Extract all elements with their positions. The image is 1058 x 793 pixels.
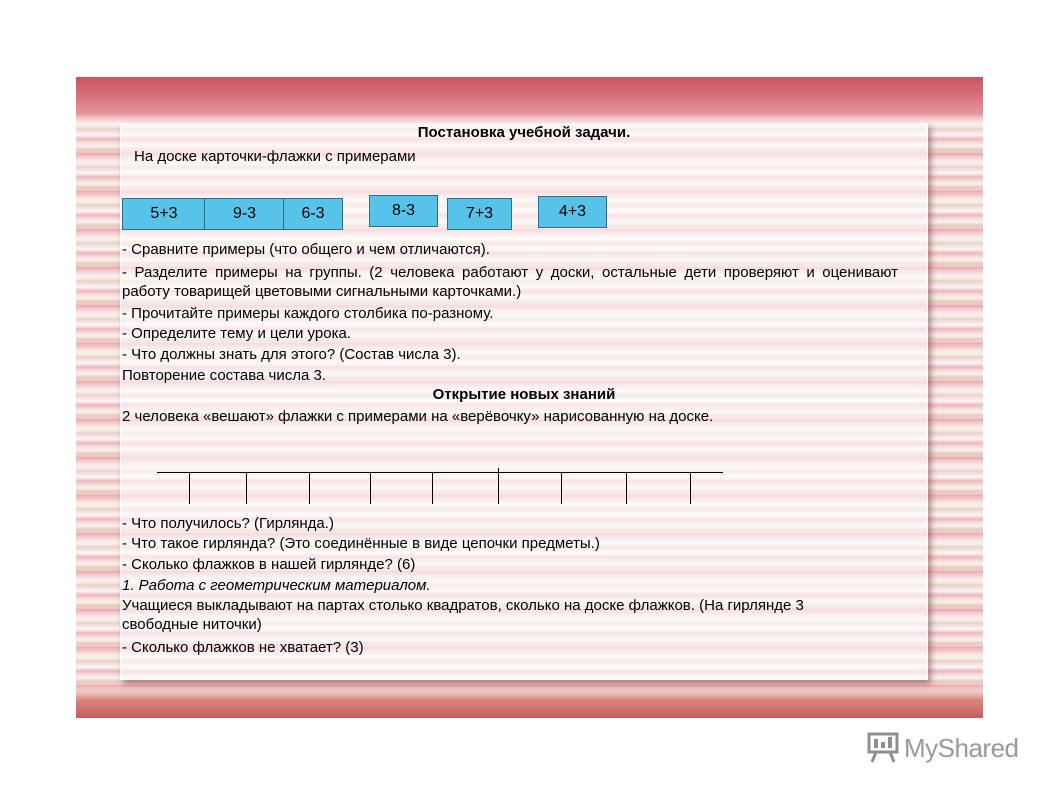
text-line: - Сколько флажков в нашей гирлянде? (6)	[122, 556, 416, 573]
garland-string	[432, 472, 433, 504]
card-flag-6: 4+3	[538, 196, 607, 228]
card-flag-5: 7+3	[447, 198, 512, 230]
text-line: 2 человека «вешают» флажки с примерами на «верёвочку» нарисованную на доске.	[122, 408, 714, 425]
text-line: - Сравните примеры (что общего и чем отличаются).	[122, 241, 490, 258]
garland-string	[246, 472, 247, 504]
intro-text: На доске карточки-флажки с примерами	[134, 148, 416, 165]
text-line: - Определите тему и цели урока.	[122, 325, 351, 342]
garland-string	[690, 472, 691, 504]
card-flag-4: 8-3	[369, 195, 438, 227]
garland-string	[370, 472, 371, 504]
text-line: - Сколько флажков не хватает? (3)	[122, 639, 364, 656]
card-flag-1: 5+3	[122, 198, 206, 230]
slide-title: Постановка учебной задачи.	[417, 124, 631, 141]
presentation-board-icon	[866, 731, 900, 763]
myshared-watermark	[866, 731, 1026, 765]
text-line: Повторение состава числа 3.	[122, 367, 326, 384]
garland-string	[189, 472, 190, 504]
text-line: - Что должны знать для этого? (Состав числа 3).	[122, 346, 461, 363]
italic-item: 1. Работа с геометрическим материалом.	[122, 577, 431, 594]
garland-string	[498, 468, 499, 504]
text-line: - Что такое гирлянда? (Это соединённые в виде цепочки предметы.)	[122, 535, 600, 552]
card-flag-3: 6-3	[283, 198, 343, 230]
card-flag-2: 9-3	[204, 198, 285, 230]
brand-name: MyShared	[904, 733, 1019, 763]
section-title: Открытие новых знаний	[432, 386, 616, 403]
garland-string	[561, 472, 562, 504]
text-line: - Что получилось? (Гирлянда.)	[122, 515, 334, 532]
text-paragraph: Учащиеся выкладывают на партах столько квадратов, сколько на доске флажков. (На гирлянде 3 свободные ниточки)	[122, 597, 804, 633]
text-line: - Прочитайте примеры каждого столбика по-разному.	[122, 305, 494, 322]
garland-string	[626, 472, 627, 504]
garland-string	[309, 472, 310, 504]
text-paragraph: - Разделите примеры на группы. (2 человека работают у доски, остальные дети проверяют и оценивают работу товарищей цветовыми сигнальными карточками.)	[122, 264, 898, 300]
garland-rope	[157, 472, 723, 473]
